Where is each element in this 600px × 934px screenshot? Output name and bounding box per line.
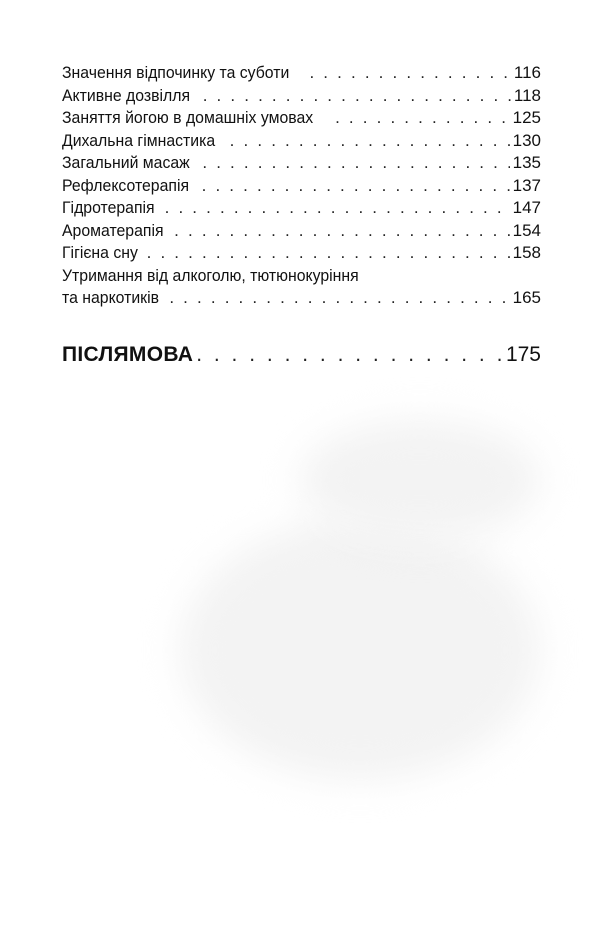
afterword-page: 175 bbox=[505, 343, 541, 366]
toc-entry-title: Загальний масаж bbox=[62, 153, 190, 172]
afterword-title: ПІСЛЯМОВА bbox=[62, 343, 194, 366]
toc-afterword bbox=[62, 341, 541, 369]
bleed-through-shadow bbox=[180, 520, 540, 780]
toc-entry bbox=[62, 130, 541, 153]
toc-entry-title: Значення відпочинку та суботи bbox=[62, 63, 290, 82]
toc-entry-title: Гідротерапія bbox=[62, 198, 155, 217]
dot-leader bbox=[309, 62, 510, 85]
dot-leader bbox=[203, 85, 511, 108]
toc-entry-page: 154 bbox=[512, 220, 541, 240]
table-of-contents bbox=[62, 62, 541, 310]
toc-entry bbox=[62, 175, 541, 198]
toc-entry-page: 147 bbox=[512, 198, 541, 217]
toc-entry bbox=[62, 107, 541, 130]
dot-leader bbox=[169, 287, 509, 310]
toc-entry-page: 165 bbox=[512, 288, 541, 307]
toc-entry bbox=[62, 220, 541, 243]
toc-entry bbox=[62, 265, 541, 310]
toc-entry-title: Заняття йогою в домашніх умовах bbox=[62, 108, 314, 127]
dot-leader bbox=[174, 220, 509, 243]
toc-entry bbox=[62, 85, 541, 108]
dot-leader bbox=[202, 152, 509, 175]
toc-entry-page: 135 bbox=[512, 153, 541, 172]
dot-leader bbox=[196, 341, 503, 369]
toc-entry-title: Дихальна гімнастика bbox=[62, 130, 216, 150]
bleed-through-shadow bbox=[300, 420, 540, 540]
dot-leader bbox=[202, 175, 510, 198]
toc-entry bbox=[62, 197, 541, 220]
toc-entry-title: Ароматерапія bbox=[62, 220, 164, 240]
dot-leader bbox=[165, 197, 510, 220]
toc-entry bbox=[62, 62, 541, 85]
dot-leader bbox=[335, 107, 510, 130]
toc-entry-title: Активне дозвілля bbox=[62, 85, 191, 105]
toc-entry-page: 158 bbox=[512, 243, 541, 262]
toc-entry-page: 125 bbox=[512, 108, 541, 127]
toc-entry-title-line2: та наркотиків bbox=[62, 288, 160, 307]
toc-entry-page: 130 bbox=[512, 130, 541, 150]
toc-entry-title-line1: Утримання від алкоголю, тютюнокуріння bbox=[62, 265, 359, 285]
toc-entry-title: Гігієна сну bbox=[62, 243, 138, 262]
toc-entry-page: 116 bbox=[513, 63, 541, 82]
toc-entry bbox=[62, 242, 541, 265]
toc-entry-page: 137 bbox=[512, 175, 541, 195]
dot-leader bbox=[147, 242, 510, 265]
toc-entry-title: Рефлексотерапія bbox=[62, 175, 190, 195]
dot-leader bbox=[230, 130, 510, 153]
toc-entry bbox=[62, 152, 541, 175]
toc-entry-page: 118 bbox=[513, 85, 541, 105]
